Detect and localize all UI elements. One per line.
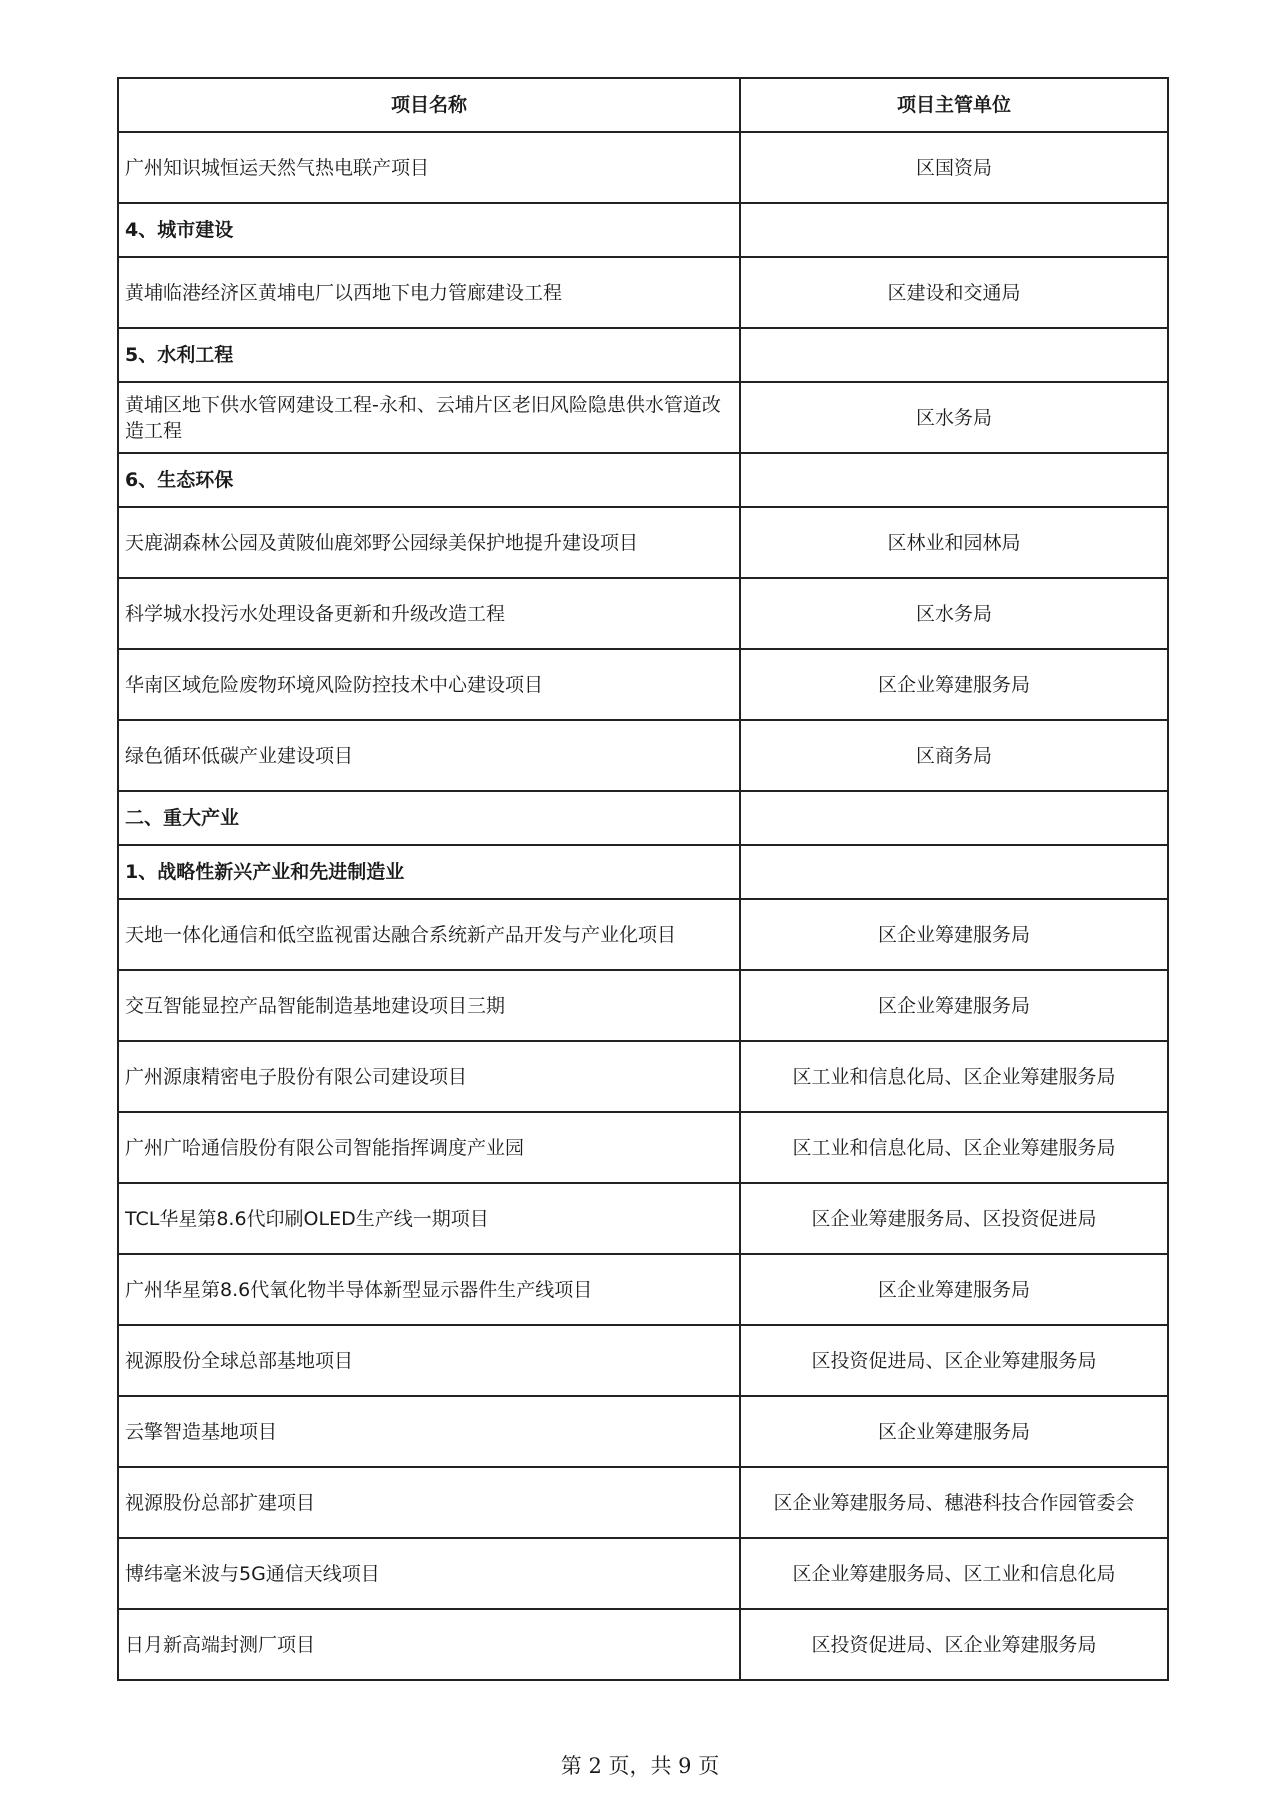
project-unit-cell: 区企业筹建服务局、区工业和信息化局 [740, 1538, 1168, 1609]
project-unit-cell: 区工业和信息化局、区企业筹建服务局 [740, 1041, 1168, 1112]
table-row [118, 1183, 1168, 1254]
project-unit-cell: 区企业筹建服务局 [740, 970, 1168, 1041]
section-row [118, 328, 1168, 382]
project-name-cell: 广州广哈通信股份有限公司智能指挥调度产业园 [118, 1112, 740, 1183]
project-name-cell: 博纬毫米波与5G通信天线项目 [118, 1538, 740, 1609]
table-row [118, 1609, 1168, 1680]
project-unit-cell: 区水务局 [740, 578, 1168, 649]
project-unit-cell: 区国资局 [740, 132, 1168, 203]
project-unit-cell [740, 203, 1168, 257]
project-unit-cell: 区企业筹建服务局 [740, 1254, 1168, 1325]
project-name-cell: 二、重大产业 [118, 791, 740, 845]
header-project-name: 项目名称 [118, 78, 740, 132]
project-name-cell: 华南区域危险废物环境风险防控技术中心建设项目 [118, 649, 740, 720]
project-unit-cell [740, 791, 1168, 845]
table-row [118, 1396, 1168, 1467]
project-name-cell: 广州源康精密电子股份有限公司建设项目 [118, 1041, 740, 1112]
table-row [118, 1041, 1168, 1112]
table-row [118, 1254, 1168, 1325]
section-row [118, 845, 1168, 899]
table-header-row [118, 78, 1168, 132]
project-name-cell: 天地一体化通信和低空监视雷达融合系统新产品开发与产业化项目 [118, 899, 740, 970]
table-row [118, 649, 1168, 720]
project-unit-cell: 区企业筹建服务局、穗港科技合作园管委会 [740, 1467, 1168, 1538]
project-unit-cell: 区投资促进局、区企业筹建服务局 [740, 1325, 1168, 1396]
header-project-unit: 项目主管单位 [740, 78, 1168, 132]
project-unit-cell: 区企业筹建服务局、区投资促进局 [740, 1183, 1168, 1254]
project-name-cell: 4、城市建设 [118, 203, 740, 257]
table-row [118, 257, 1168, 328]
project-name-cell: 1、战略性新兴产业和先进制造业 [118, 845, 740, 899]
table-row [118, 1112, 1168, 1183]
table-row [118, 507, 1168, 578]
project-name-cell: 日月新高端封测厂项目 [118, 1609, 740, 1680]
project-unit-cell: 区企业筹建服务局 [740, 649, 1168, 720]
table-row [118, 899, 1168, 970]
project-name-cell: 视源股份全球总部基地项目 [118, 1325, 740, 1396]
table-row [118, 970, 1168, 1041]
project-name-cell: 天鹿湖森林公园及黄陂仙鹿郊野公园绿美保护地提升建设项目 [118, 507, 740, 578]
table-row [118, 1325, 1168, 1396]
project-unit-cell [740, 328, 1168, 382]
project-name-cell: TCL华星第8.6代印刷OLED生产线一期项目 [118, 1183, 740, 1254]
project-table [117, 77, 1169, 1681]
table-row [118, 1467, 1168, 1538]
table-row [118, 578, 1168, 649]
section-row [118, 791, 1168, 845]
table-body [118, 132, 1168, 1680]
project-name-cell: 科学城水投污水处理设备更新和升级改造工程 [118, 578, 740, 649]
section-row [118, 203, 1168, 257]
project-unit-cell [740, 845, 1168, 899]
project-name-cell: 6、生态环保 [118, 453, 740, 507]
project-unit-cell: 区林业和园林局 [740, 507, 1168, 578]
table-row [118, 382, 1168, 453]
project-name-cell: 5、水利工程 [118, 328, 740, 382]
project-unit-cell [740, 453, 1168, 507]
table-row [118, 132, 1168, 203]
project-unit-cell: 区水务局 [740, 382, 1168, 453]
project-name-cell: 绿色循环低碳产业建设项目 [118, 720, 740, 791]
project-unit-cell: 区企业筹建服务局 [740, 1396, 1168, 1467]
project-unit-cell: 区投资促进局、区企业筹建服务局 [740, 1609, 1168, 1680]
page-footer: 第 2 页，共 9 页 [560, 1754, 720, 1778]
table-row [118, 1538, 1168, 1609]
table-row [118, 720, 1168, 791]
project-name-cell: 黄埔临港经济区黄埔电厂以西地下电力管廊建设工程 [118, 257, 740, 328]
project-name-cell: 视源股份总部扩建项目 [118, 1467, 740, 1538]
project-name-cell: 广州知识城恒运天然气热电联产项目 [118, 132, 740, 203]
project-name-cell: 交互智能显控产品智能制造基地建设项目三期 [118, 970, 740, 1041]
section-row [118, 453, 1168, 507]
project-name-cell: 广州华星第8.6代氧化物半导体新型显示器件生产线项目 [118, 1254, 740, 1325]
project-unit-cell: 区企业筹建服务局 [740, 899, 1168, 970]
project-name-cell: 云擎智造基地项目 [118, 1396, 740, 1467]
project-name-cell: 黄埔区地下供水管网建设工程-永和、云埔片区老旧风险隐患供水管道改造工程 [118, 382, 740, 453]
project-unit-cell: 区建设和交通局 [740, 257, 1168, 328]
project-unit-cell: 区商务局 [740, 720, 1168, 791]
project-unit-cell: 区工业和信息化局、区企业筹建服务局 [740, 1112, 1168, 1183]
